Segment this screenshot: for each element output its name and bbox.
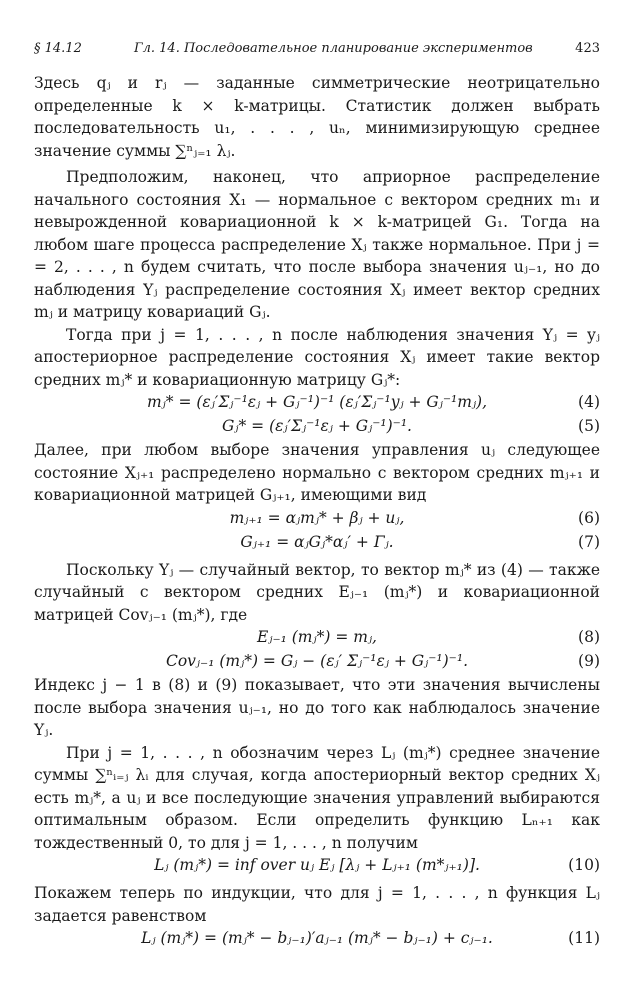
paragraph-8: Покажем теперь по индукции, что для j = 1, . . . , n функция Lⱼ задается равенством — [34, 884, 600, 925]
equation-expr: Covⱼ₋₁ (mⱼ*) = Gⱼ − (εⱼ′ Σⱼ⁻¹εⱼ + Gⱼ⁻¹)⁻¹. — [165, 652, 468, 670]
equation-number: (5) — [578, 417, 600, 435]
paragraph-1: Здесь qⱼ и rⱼ — заданные симметрические неотрицательно определенные k × k-матрицы. Статистик должен выбрать последовательность u₁, . . . , uₙ, минимизирующую среднее значение суммы ∑ⁿⱼ₌₁ λⱼ. — [34, 74, 600, 160]
text-body — [34, 72, 600, 951]
equation-9 — [34, 650, 600, 674]
equation-expr: mⱼ* = (εⱼ′Σⱼ⁻¹εⱼ + Gⱼ⁻¹)⁻¹ (εⱼ′Σⱼ⁻¹yⱼ + Gⱼ⁻¹mⱼ), — [146, 393, 488, 411]
equation-6 — [34, 507, 600, 531]
paragraph-2: Предположим, наконец, что априорное распределение начального состояния X₁ — нормальное с вектором средних m₁ и невырожденной ковариационной k × k-матрицей G₁. Тогда на любом шаге процесса распределение Xⱼ также нормальное. При j = = 2, . . . , n будем считать, что после выбора значения uⱼ₋₁, но до наблюдения Yⱼ распределение состояния Xⱼ имеет вектор средних mⱼ и матрицу ковариаций Gⱼ. — [34, 168, 600, 321]
equation-4 — [34, 391, 600, 415]
equation-number: (4) — [578, 393, 600, 411]
equation-expr: Gⱼ₊₁ = αⱼGⱼ*αⱼ′ + Γⱼ. — [240, 532, 394, 551]
equation-8 — [34, 626, 600, 650]
equation-5 — [34, 415, 600, 439]
paragraph-6: Индекс j − 1 в (8) и (9) показывает, что эти значения вычислены после выбора значения uⱼ₋₁, но до того как наблюдалось значение Yⱼ. — [34, 676, 600, 739]
equation-11 — [34, 927, 600, 951]
equation-7 — [34, 531, 600, 555]
equation-expr: Lⱼ (mⱼ*) = (mⱼ* − bⱼ₋₁)′aⱼ₋₁ (mⱼ* − bⱼ₋₁) + cⱼ₋₁. — [141, 929, 493, 947]
equation-expr: Eⱼ₋₁ (mⱼ*) = mⱼ, — [257, 628, 377, 646]
equation-number: (7) — [578, 532, 600, 551]
paragraph-3: Тогда при j = 1, . . . , n после наблюдения значения Yⱼ = yⱼ апостериорное распределение состояния Xⱼ имеет такие вектор средних mⱼ* и ковариационную матрицу Gⱼ*: — [34, 325, 600, 389]
page-number: 423 — [575, 41, 600, 56]
paragraph-7: При j = 1, . . . , n обозначим через Lⱼ (mⱼ*) среднее значение суммы ∑ⁿᵢ₌ⱼ λᵢ для случая, когда апостериорный вектор средних Xⱼ есть mⱼ*, а uⱼ и все последующие значения управлений выбираются оптимальным образом. Если определить функцию Lₙ₊₁ как тождественный 0, то для j = 1, . . . , n получим — [34, 743, 600, 852]
running-title: Гл. 14. Последовательное планирование экспериментов — [134, 41, 533, 56]
equation-number: (11) — [568, 929, 600, 947]
paragraph-5: Поскольку Yⱼ — случайный вектор, то вектор mⱼ* из (4) — также случайный с вектором средних Eⱼ₋₁ (mⱼ*) и ковариационной матрицей Covⱼ₋₁ (mⱼ*), где — [34, 560, 600, 624]
paragraph-4: Далее, при любом выборе значения управления uⱼ следующее состояние Xⱼ₊₁ распределено нормально с вектором средних mⱼ₊₁ и ковариационной матрицей Gⱼ₊₁, имеющими вид — [34, 441, 600, 504]
section-number: § 14.12 — [34, 41, 82, 56]
equation-number: (8) — [578, 628, 600, 646]
equation-10 — [34, 854, 600, 878]
equation-number: (10) — [568, 856, 600, 874]
equation-number: (6) — [578, 508, 600, 527]
equation-expr: Gⱼ* = (εⱼ′Σⱼ⁻¹εⱼ + Gⱼ⁻¹)⁻¹. — [222, 417, 412, 435]
equation-expr: mⱼ₊₁ = αⱼmⱼ* + βⱼ + uⱼ, — [229, 508, 405, 527]
running-header — [34, 38, 600, 58]
equation-number: (9) — [578, 652, 600, 670]
equation-expr: Lⱼ (mⱼ*) = inf over uⱼ Eⱼ [λⱼ + Lⱼ₊₁ (m*ⱼ₊₁)]. — [154, 856, 480, 874]
